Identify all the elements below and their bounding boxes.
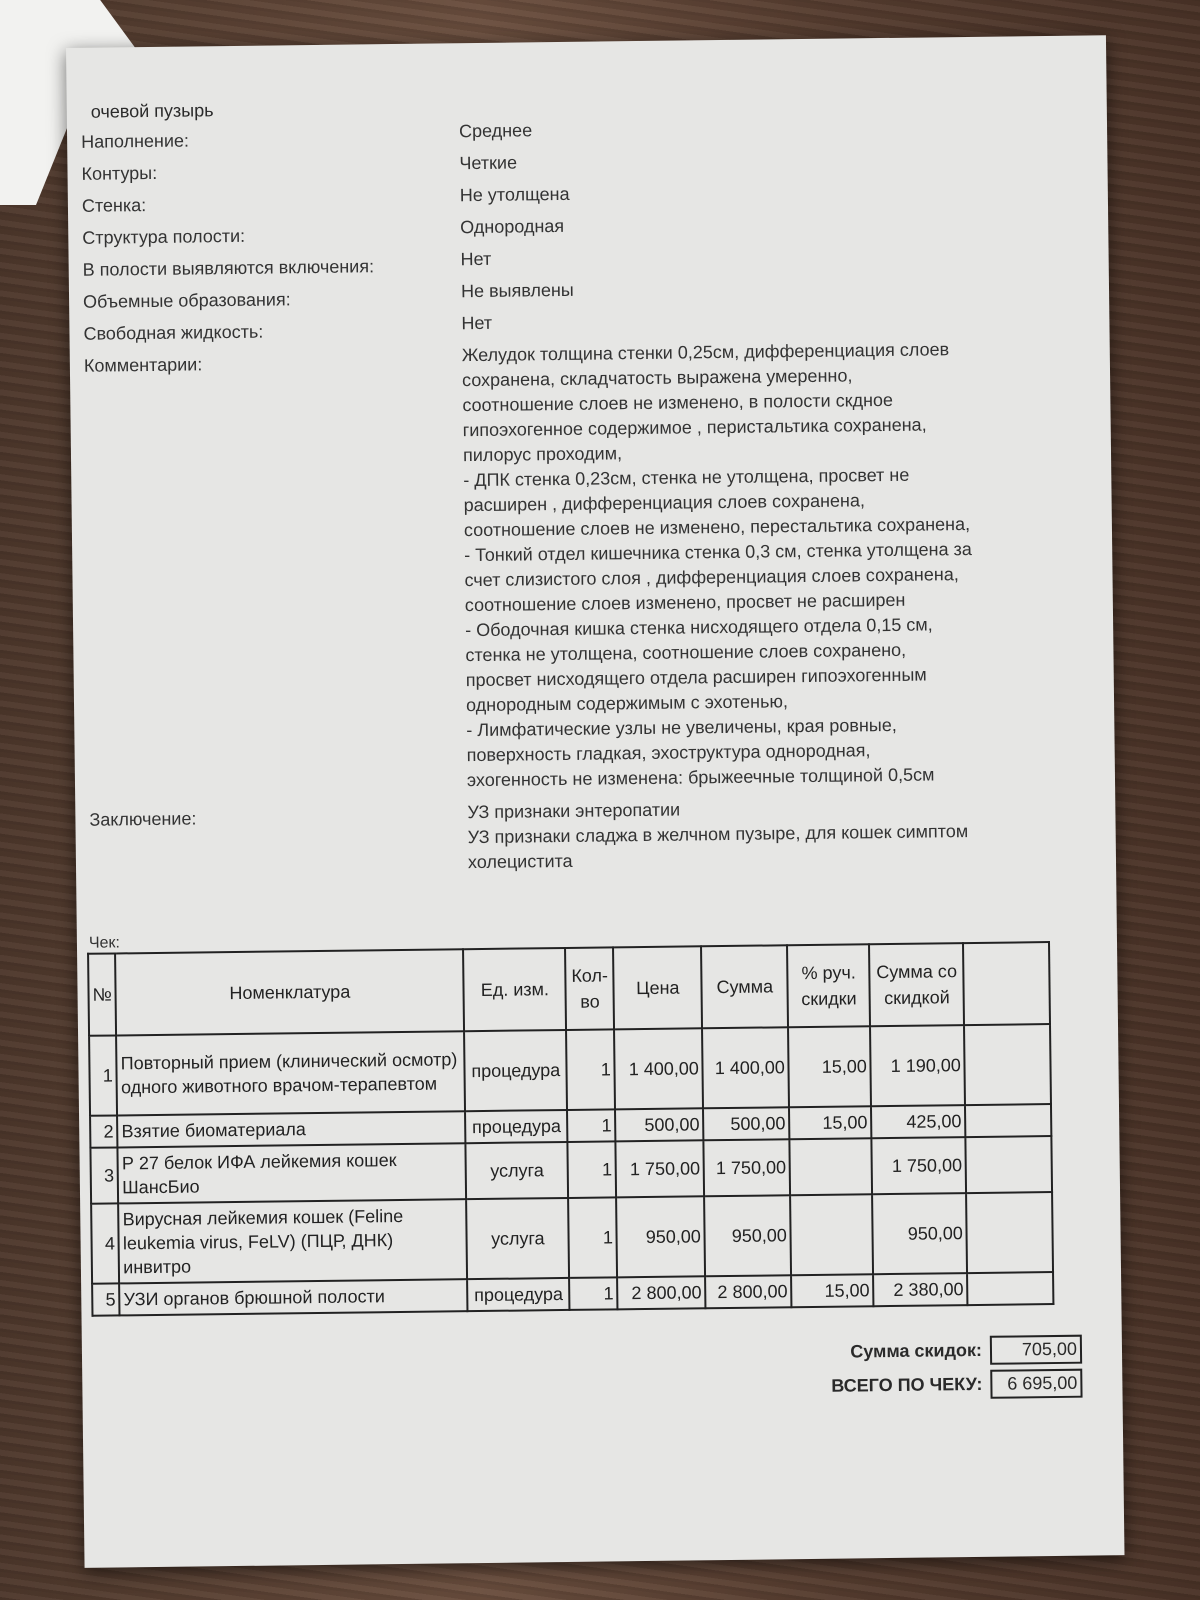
comment-line: - ДПК стенка 0,23см, стенка не утолщена, просвет не [463, 464, 910, 491]
row-no: 4 [91, 1203, 119, 1283]
field-value-cavity-structure: Однородная [460, 215, 565, 238]
comment-line: пилорус проходим, [462, 443, 623, 466]
row-sum: 500,00 [703, 1107, 789, 1140]
row-unit: процедура [467, 1278, 569, 1311]
field-value-masses: Не выявлены [460, 279, 574, 302]
field-value-free-fluid: Нет [461, 312, 493, 334]
row-qty: 1 [568, 1141, 617, 1198]
row-sum: 950,00 [704, 1195, 791, 1276]
col-header-name: Номенклатура [115, 949, 464, 1035]
row-name: Взятие биоматериала [117, 1111, 465, 1147]
row-discount-pct: 15,00 [788, 1026, 871, 1107]
row-name: Р 27 белок ИФА лейкемия кошек ШансБио [118, 1143, 467, 1203]
field-label-masses: Объемные образования: [82, 289, 291, 312]
row-name: УЗИ органов брюшной полости [119, 1279, 467, 1315]
discount-total-row [722, 1332, 1082, 1370]
row-price: 1 750,00 [616, 1140, 705, 1197]
field-label-inclusions: В полости выявляются включения: [82, 256, 375, 280]
row-discount-pct [790, 1194, 873, 1275]
col-header-empty [963, 942, 1050, 1025]
row-discount-pct [790, 1138, 873, 1195]
field-label-free-fluid: Свободная жидкость: [83, 321, 264, 344]
row-empty [966, 1136, 1053, 1193]
comment-line: - Лимфатические узлы не увеличены, края ровные, [466, 714, 897, 741]
row-price: 1 400,00 [614, 1028, 703, 1109]
row-sum: 1 750,00 [704, 1139, 791, 1196]
row-price: 2 800,00 [617, 1276, 705, 1309]
row-discount-pct: 15,00 [791, 1274, 873, 1307]
comment-line: - Ободочная кишка стенка нисходящего отдела 0,15 см, [465, 614, 933, 641]
row-sum: 2 800,00 [705, 1275, 791, 1308]
row-unit: процедура [464, 1030, 567, 1111]
comment-line: соотношение слоев не изменено, перестальтика сохранена, [463, 513, 971, 541]
comment-line: соотношение слоев изменено, просвет не расширен [464, 589, 906, 616]
row-no: 3 [90, 1147, 118, 1203]
comment-line: однородным содержимым с эхотенью, [465, 691, 789, 716]
grand-total-value: 6 695,00 [990, 1368, 1082, 1398]
comment-line: гипоэхогенное содержимое , перистальтика сохранена, [462, 414, 927, 441]
table-row [91, 1192, 1053, 1284]
row-discount-pct: 15,00 [789, 1106, 871, 1139]
conclusion-line: холецистита [467, 850, 573, 873]
row-unit: услуга [466, 1198, 569, 1279]
comment-line: поверхность гладкая, эхоструктура однородная, [466, 740, 871, 766]
row-qty: 1 [569, 1277, 617, 1310]
row-price: 500,00 [615, 1108, 703, 1141]
row-qty: 1 [567, 1109, 615, 1142]
field-label-filling: Наполнение: [81, 130, 190, 152]
row-no: 2 [90, 1115, 118, 1147]
col-header-unit: Ед. изм. [463, 948, 566, 1031]
col-header-qty: Кол-во [565, 947, 614, 1030]
grand-total-label: ВСЕГО ПО ЧЕКУ: [831, 1373, 983, 1396]
field-value-filling: Среднее [458, 120, 533, 142]
row-sum: 1 400,00 [702, 1027, 789, 1108]
comment-line: - Тонкий отдел кишечника стенка 0,3 см, стенка утолщена за [464, 538, 972, 566]
field-value-inclusions: Нет [460, 248, 492, 270]
comment-line: расширен , дифференциация слоев сохранена, [463, 490, 866, 516]
receipt-title: Чек: [88, 934, 121, 952]
row-qty: 1 [566, 1029, 615, 1110]
grand-total-row [722, 1366, 1082, 1404]
row-empty [964, 1024, 1051, 1105]
comment-line: просвет нисходящего отдела расширен гипоэхогенным [465, 664, 927, 691]
comment-line: счет слизистого слоя , дифференциация слоев сохранена, [464, 564, 959, 591]
row-unit: процедура [465, 1110, 567, 1143]
row-qty: 1 [568, 1197, 617, 1278]
conclusion-line: УЗ признаки сладжа в желчном пузыре, для кошек симптом [467, 821, 969, 848]
col-header-price: Цена [613, 946, 702, 1029]
row-no: 5 [92, 1283, 120, 1315]
row-name: Вирусная лейкемия кошек (Feline leukemia virus, FeLV) (ПЦР, ДНК) инвитро [118, 1199, 467, 1283]
receipt-header-row [88, 942, 1050, 1036]
row-unit: услуга [466, 1142, 569, 1199]
document-sheet [66, 35, 1124, 1568]
field-value-wall: Не утолщена [459, 183, 570, 206]
receipt-table [87, 941, 1055, 1317]
conclusion-text [467, 793, 1068, 875]
row-empty [966, 1192, 1053, 1273]
comment-line: стенка не утолщена, соотношение слоев сохранено, [465, 639, 907, 666]
row-price: 950,00 [616, 1196, 705, 1277]
discount-total-label: Сумма скидок: [850, 1339, 983, 1362]
comments-label: Комментарии: [83, 354, 203, 376]
col-header-discount-pct: % руч. скидки [787, 944, 870, 1027]
discount-total-value: 705,00 [990, 1334, 1082, 1364]
comment-line: сохранена, складчатость выражена умеренно, [461, 365, 853, 391]
totals [722, 1332, 1083, 1404]
field-label-contours: Контуры: [81, 162, 158, 184]
row-sum-discounted: 2 380,00 [873, 1273, 967, 1306]
section-title: очевой пузырь [90, 100, 214, 122]
row-sum-discounted: 1 750,00 [872, 1137, 967, 1194]
col-header-sum-discounted: Сумма со скидкой [869, 943, 964, 1026]
row-sum-discounted: 1 190,00 [870, 1025, 965, 1106]
col-header-sum: Сумма [701, 945, 788, 1028]
row-sum-discounted: 425,00 [871, 1105, 965, 1138]
comments-text [462, 336, 1067, 793]
conclusion-label: Заключение: [89, 808, 197, 830]
field-label-wall: Стенка: [81, 195, 147, 216]
col-header-no: № [88, 953, 116, 1035]
table-row [89, 1024, 1051, 1116]
comment-line: Желудок толщина стенки 0,25см, дифференциация слоев [461, 339, 950, 366]
comment-line: эхогенность не изменена: брыжеечные толщиной 0,5см [466, 764, 935, 791]
row-no: 1 [89, 1035, 117, 1115]
field-label-cavity-structure: Структура полости: [82, 225, 246, 248]
row-sum-discounted: 950,00 [872, 1193, 967, 1274]
row-name: Повторный прием (клинический осмотр) одного животного врачом-терапевтом [116, 1031, 465, 1115]
row-empty [967, 1272, 1053, 1305]
row-empty [965, 1104, 1051, 1137]
conclusion-line: УЗ признаки энтеропатии [467, 799, 681, 823]
field-value-contours: Четкие [459, 152, 518, 174]
comment-line: соотношение слоев не изменено, в полости скдное [462, 389, 894, 416]
